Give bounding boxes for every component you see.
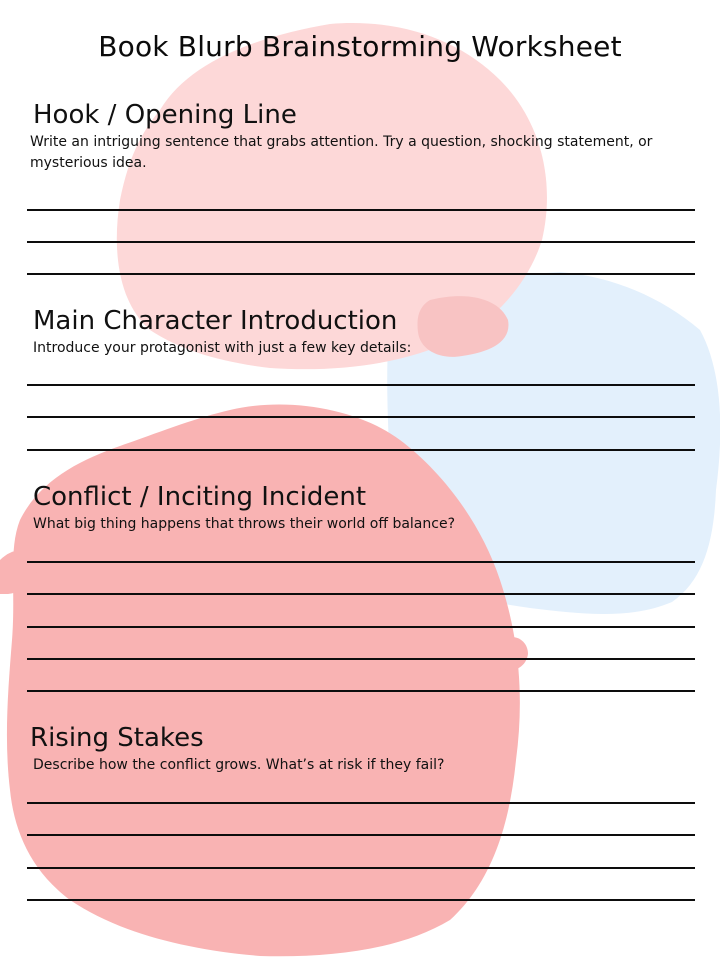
- writing-line[interactable]: [27, 658, 695, 660]
- section-heading-hook: Hook / Opening Line: [33, 100, 297, 130]
- writing-line[interactable]: [27, 690, 695, 692]
- writing-line[interactable]: [27, 626, 695, 628]
- writing-line[interactable]: [27, 384, 695, 386]
- section-heading-conflict: Conflict / Inciting Incident: [33, 482, 367, 512]
- writing-line[interactable]: [27, 561, 695, 563]
- writing-line[interactable]: [27, 209, 695, 211]
- page-title: Book Blurb Brainstorming Worksheet: [98, 30, 622, 63]
- writing-line[interactable]: [27, 241, 695, 243]
- section-heading-main-character: Main Character Introduction: [33, 306, 398, 336]
- writing-line[interactable]: [27, 273, 695, 275]
- writing-line[interactable]: [27, 802, 695, 804]
- section-prompt-hook: Write an intriguing sentence that grabs attention. Try a question, shocking statement, or mysterious idea.: [30, 134, 653, 171]
- writing-line[interactable]: [27, 867, 695, 869]
- section-prompt-main-character: Introduce your protagonist with just a few key details:: [33, 340, 412, 356]
- writing-line[interactable]: [27, 593, 695, 595]
- writing-line[interactable]: [27, 416, 695, 418]
- writing-line[interactable]: [27, 899, 695, 901]
- section-prompt-conflict: What big thing happens that throws their world off balance?: [33, 516, 455, 532]
- section-heading-rising-stakes: Rising Stakes: [30, 723, 204, 753]
- writing-line[interactable]: [27, 449, 695, 451]
- section-prompt-rising-stakes: Describe how the conflict grows. What’s at risk if they fail?: [33, 757, 445, 773]
- writing-line[interactable]: [27, 834, 695, 836]
- pink-splash-right: [500, 637, 528, 670]
